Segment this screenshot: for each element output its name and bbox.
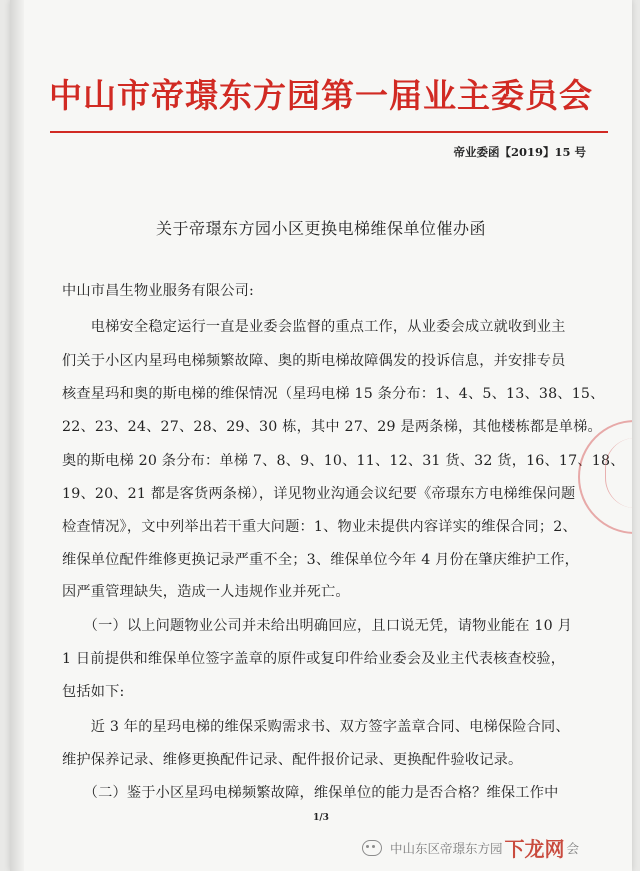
body-line: 核查星玛和奥的斯电梯的维保情况（星玛电梯 15 条分布：1、4、5、13、38、15、 [62,386,605,402]
watermark-suffix: 会 [566,840,580,856]
watermark-prefix: 中山东区帝璟东方园 [390,840,503,856]
body-line: 包括如下: [62,684,125,700]
watermark [362,833,579,862]
letter-title: 关于帝璟东方园小区更换电梯维保单位催办函 [155,219,486,238]
organization-title: 中山市帝璟东方园第一届业主委员会 [49,76,593,115]
salutation: 中山市昌生物业服务有限公司: [62,283,255,299]
body-line: （一）以上问题物业公司并未给出明确回应，且口说无凭，请物业能在 10 月 [62,618,572,634]
document-page [10,0,632,871]
body-line: 维护保养记录、维修更换配件记录、配件报价记录、更换配件验收记录。 [62,752,523,768]
body-line: （二）鉴于小区星玛电梯频繁故障，维保单位的能力是否合格？维保工作中 [62,785,559,801]
body-line: 维保单位配件维修更换记录严重不全；3、维保单位今年 4 月份在肇庆维护工作， [62,552,580,568]
body-line: 19、20、21 都是客货两条梯），详见物业沟通会议纪要《帝璟东方电梯维保问题 [62,486,576,502]
body-line: 电梯安全稳定运行一直是业委会监督的重点工作，从业委会成立就收到业主 [62,319,566,335]
body-line: 1 日前提供和维保单位签字盖章的原件或复印件给业委会及业主代表核查校验， [62,651,566,667]
wechat-icon [362,840,382,856]
document-number: 帝业委函【2019】15 号 [453,145,586,159]
body-line: 检查情况》，文中列举出若干重大问题：1、物业未提供内容详实的维保合同；2、 [62,519,577,535]
header-divider [50,131,608,133]
body-line: 们关于小区内星玛电梯频繁故障、奥的斯电梯故障偶发的投诉信息，并安排专员 [62,353,566,369]
body-line: 因严重管理缺失，造成一人违规作业并死亡。 [62,584,350,600]
body-line: 奥的斯电梯 20 条分布：单梯 7、8、9、10、11、12、31 货、32 货，16、17、18、 [62,453,625,469]
body-line: 近 3 年的星玛电梯的维保采购需求书、双方签字盖章合同、电梯保险合同、 [62,719,570,735]
body-line: 22、23、24、27、28、29、30 栋，其中 27、29 是两条梯，其他楼栋都是单梯。 [62,419,602,435]
page-indicator: 1/3 [313,813,329,823]
watermark-brand: 下龙网 [504,837,565,861]
page-edge-shadow [10,0,24,871]
